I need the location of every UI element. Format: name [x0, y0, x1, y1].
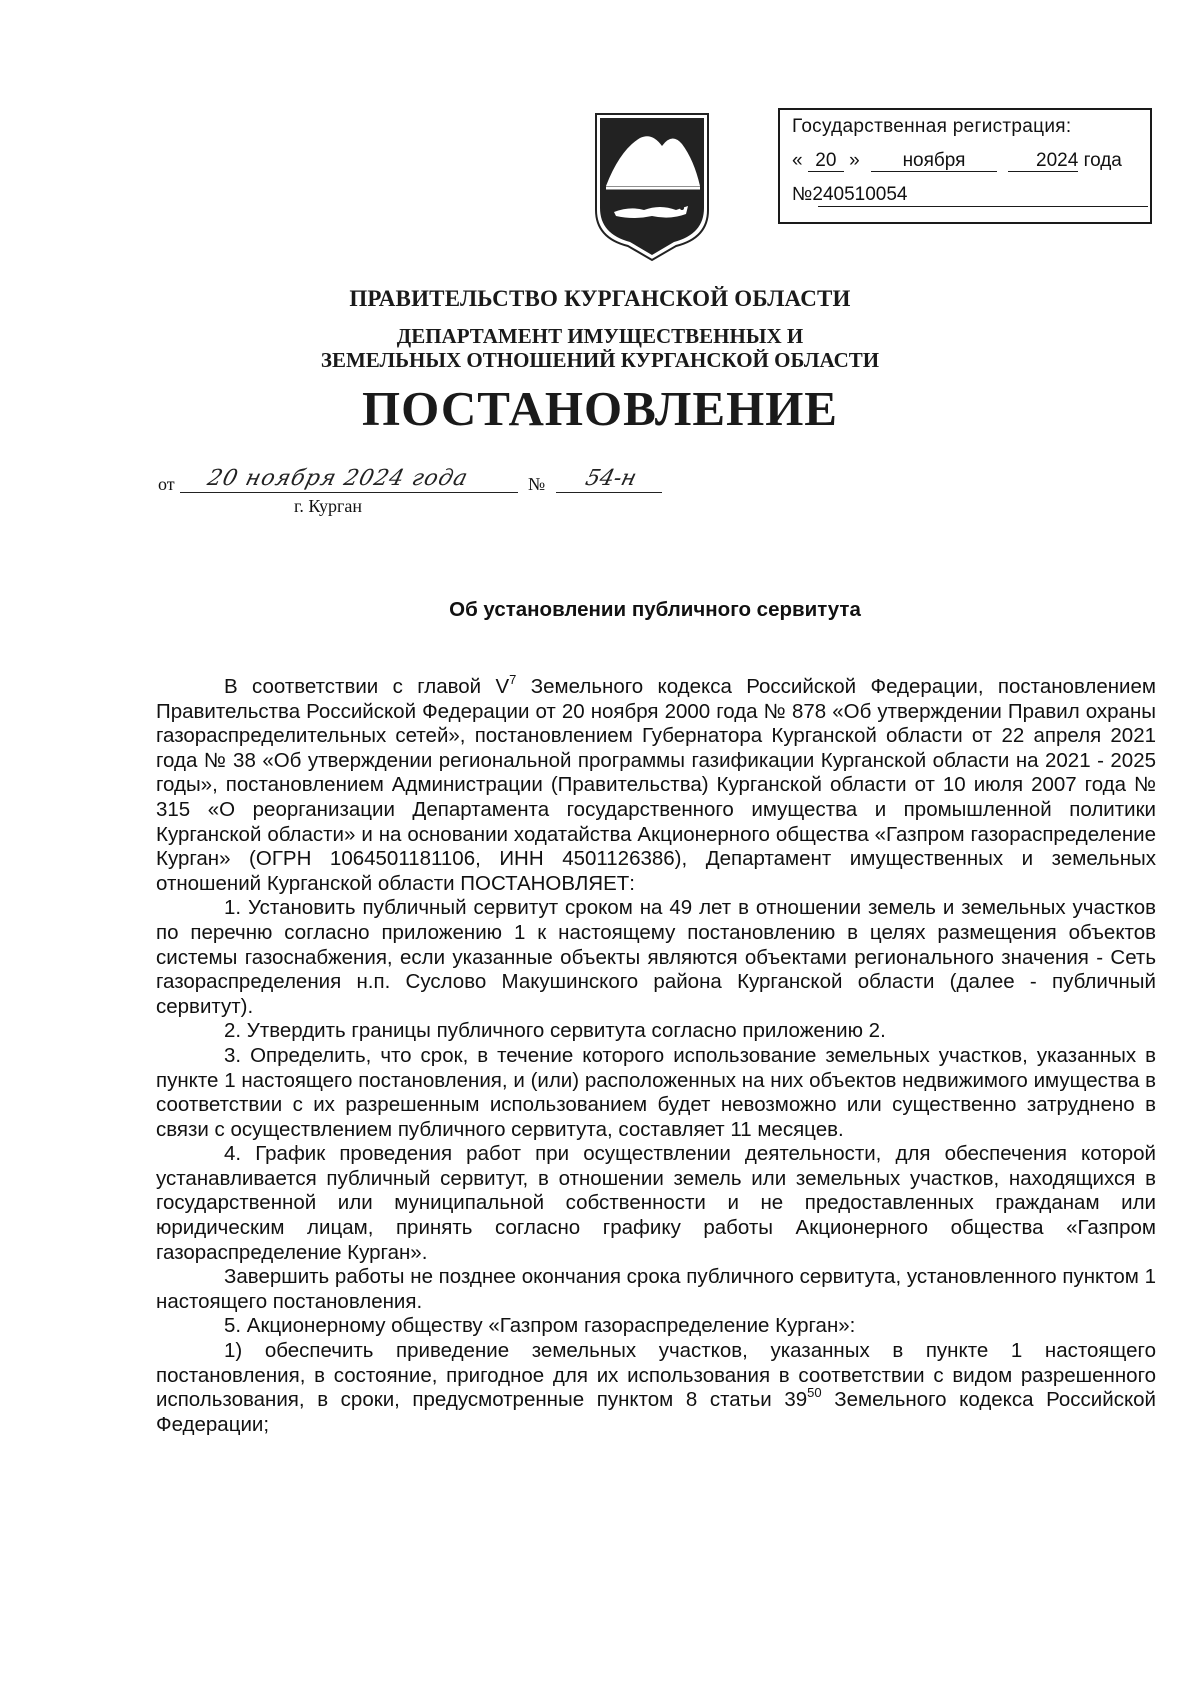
registration-stamp [778, 108, 1152, 224]
paragraph-item-4: 4. График проведения работ при осуществлении деятельности, для обеспечения которой устанавливается публичный сервитут, в отношении земель или земельных участков, находящихся в государственной или муниципальной собственности и не предоставленных гражданам или юридическим лицам, принять согласно графику работы Акционерного общества «Газпром газораспределение Курган». [156, 1142, 1156, 1264]
from-label: от [158, 474, 175, 494]
registration-year: 2024 [1008, 151, 1078, 172]
date-underline [180, 492, 518, 493]
registration-number-underline [818, 206, 1148, 207]
paragraph-item-2: 2. Утвердить границы публичного сервитута согласно приложению 2. [224, 1019, 886, 1043]
paragraph-item-5: 5. Акционерному обществу «Газпром газораспределение Курган»: [224, 1314, 856, 1338]
registration-number: №240510054 [792, 184, 908, 205]
paragraph-preamble: В соответствии с главой $V^7$ Земельного кодекса Российской Федерации, постановлением Правительства Российской Федерации от 20 ноября 2000 года № 878 «Об утверждении Правил охраны газораспределительных сетей», постановлением Губернатора Курганской области от 22 апреля 2021 года № 38 «Об утверждении региональной программы газификации Курганской области на 2021 - 2025 годы», постановлением Администрации (Правительства) Курганской области от 10 июля 2007 года № 315 «О реорганизации Департамента государственного имущества и промышленной политики Курганской области» и на основании ходатайства Акционерного общества «Газпром газораспределение Курган» (ОГРН 1064501181106, ИНН 4501126386), Департамент имущественных и земельных отношений Курганской области ПОСТАНОВЛЯЕТ: [156, 672, 1156, 895]
department-heading-line2: ЗЕМЕЛЬНЫХ ОТНОШЕНИЙ КУРГАНСКОЙ ОБЛАСТИ [320, 348, 880, 372]
handwritten-number: 54-н [582, 466, 640, 491]
document-type-heading: ПОСТАНОВЛЕНИЕ [362, 381, 838, 436]
registration-date: « 20 » ноября 2024 года [792, 150, 1122, 171]
government-heading: ПРАВИТЕЛЬСТВО КУРГАНСКОЙ ОБЛАСТИ [349, 286, 851, 311]
paragraph-item-4-completion: Завершить работы не позднее окончания срока публичного сервитута, установленного пунктом 1 настоящего постановления. [156, 1265, 1156, 1313]
number-underline [556, 492, 662, 493]
handwritten-date: 20 ноября 2024 года [204, 466, 471, 491]
coat-of-arms-emblem [590, 110, 714, 262]
paragraph-item-5-1: 1) обеспечить приведение земельных участков, указанных в пункте 1 настоящего постановления, в состояние, пригодное для их использования в соответствии с видом разрешенного использования, в сроки, предусмотренные пунктом 8 статьи $39^{50}$ Земельного кодекса Российской Федерации; [156, 1339, 1157, 1436]
number-label: № [528, 474, 546, 494]
document-body [156, 672, 1157, 1437]
paragraph-item-3: 3. Определить, что срок, в течение которого использование земельных участков, указанных в пункте 1 настоящего постановления, и (или) расположенных на них объектов недвижимого имущества в соответствии с их разрешенным использованием будет невозможно или существенно затруднено в связи с осуществлением публичного сервитута, составляет 11 месяцев. [156, 1043, 1156, 1141]
registration-label: Государственная регистрация: [792, 116, 1072, 137]
date-number-line [158, 466, 678, 516]
paragraph-item-1: 1. Установить публичный сервитут сроком на 49 лет в отношении земель и земельных участков по перечню согласно приложению 1 к настоящему постановлению в целях размещения объектов системы газоснабжения, если указанные объекты являются объектами регионального значения - Сеть газораспределения н.п. Суслово Макушинского района Курганской области (далее - публичный сервитут). [156, 896, 1156, 1018]
registration-day: 20 [808, 151, 844, 172]
city-label: г. Курган [294, 496, 363, 516]
registration-month: ноября [871, 151, 997, 172]
document-title: Об установлении публичного сервитута [449, 598, 861, 621]
department-heading-line1: ДЕПАРТАМЕНТ ИМУЩЕСТВЕННЫХ И [396, 324, 804, 348]
